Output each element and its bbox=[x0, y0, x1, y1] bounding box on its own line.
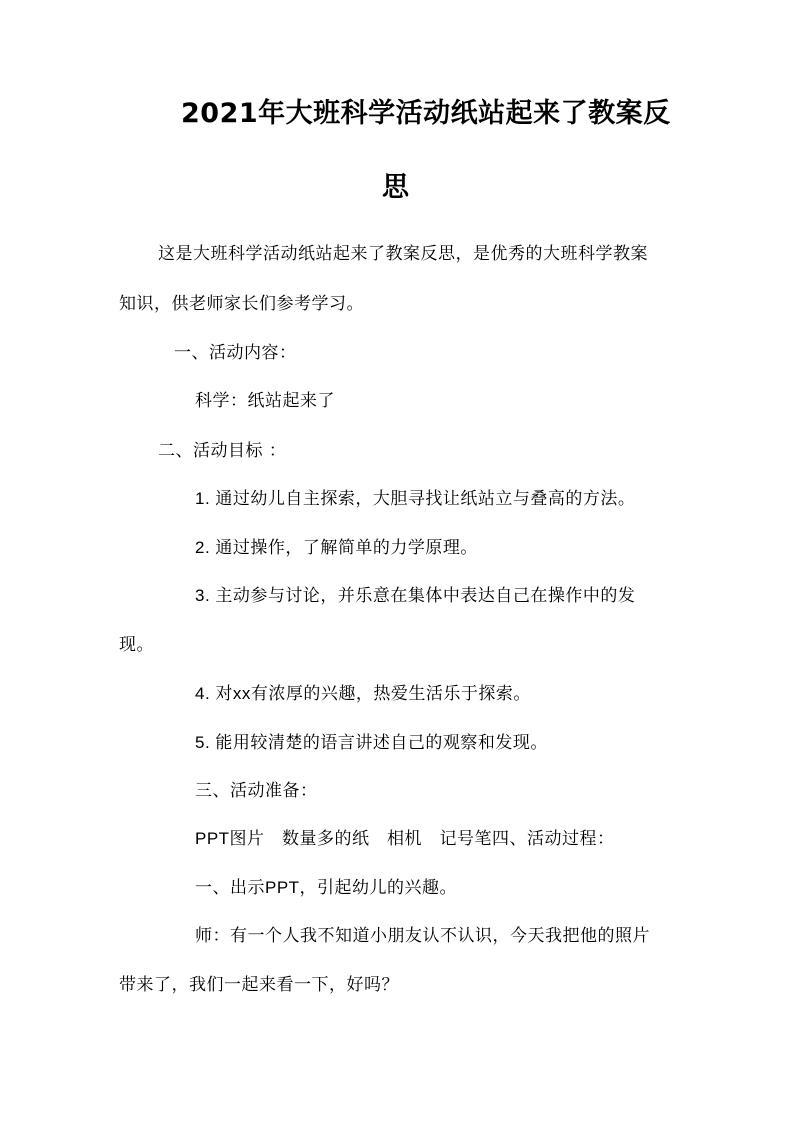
activity-content-text: 科学：纸站起来了 bbox=[195, 391, 335, 411]
section-heading-activity-preparation: 三、活动准备： bbox=[195, 781, 318, 801]
intro-paragraph-line-2: 知识，供老师家长们参考学习。 bbox=[119, 294, 364, 314]
process-step-1: 一、出示PPT，引起幼儿的兴趣。 bbox=[195, 878, 458, 897]
goal-item-1: 1. 通过幼儿自主探索，大胆寻找让纸站立与叠高的方法。 bbox=[195, 489, 636, 508]
intro-paragraph-line-1: 这是大班科学活动纸站起来了教案反思，是优秀的大班科学教案 bbox=[158, 244, 648, 264]
goal-item-2: 2. 通过操作，了解简单的力学原理。 bbox=[195, 538, 478, 557]
document-title-line-1: 2021年大班科学活动纸站起来了教案反 bbox=[181, 98, 671, 129]
teacher-dialogue-line-1: 师：有一个人我不知道小朋友认不认识，今天我把他的照片 bbox=[195, 926, 650, 946]
goal-item-5: 5. 能用较清楚的语言讲述自己的观察和发现。 bbox=[195, 733, 548, 752]
materials-text: PPT图片 数量多的纸 相机 记号笔四、活动过程： bbox=[195, 829, 615, 848]
section-heading-activity-goals: 二、活动目标 ： bbox=[158, 441, 287, 461]
section-heading-activity-content: 一、活动内容： bbox=[174, 343, 297, 363]
goal-item-4: 4. 对xx有浓厚的兴趣，热爱生活乐于探索。 bbox=[195, 684, 531, 703]
goal-item-3: 3. 主动参与讨论，并乐意在集体中表达自己在操作中的发 bbox=[195, 586, 636, 605]
document-title-line-2: 思 bbox=[382, 172, 410, 203]
teacher-dialogue-line-2: 带来了，我们一起来看一下，好吗？ bbox=[119, 975, 399, 995]
goal-item-3-continued: 现。 bbox=[119, 635, 154, 655]
